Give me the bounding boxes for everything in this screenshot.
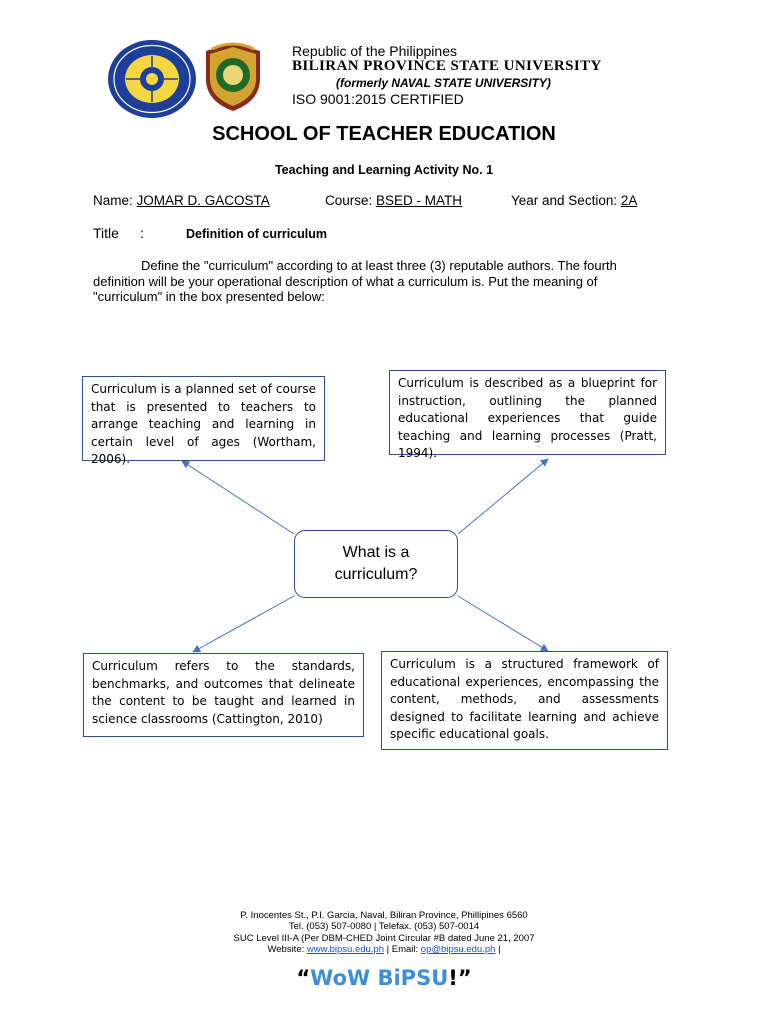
end-separator: | bbox=[498, 944, 501, 955]
university-name: BILIRAN PROVINCE STATE UNIVERSITY bbox=[292, 58, 602, 74]
footer-contact bbox=[0, 944, 768, 956]
arrow-to-top-left bbox=[182, 461, 294, 534]
website-label: Website: bbox=[267, 944, 305, 955]
course-value: BSED - MATH bbox=[376, 193, 463, 208]
title-colon: : bbox=[140, 225, 144, 241]
central-question-text: What is a curriculum? bbox=[334, 544, 418, 583]
arrow-to-top-right bbox=[458, 459, 548, 534]
activity-title: Teaching and Learning Activity No. 1 bbox=[274, 163, 494, 177]
arrow-to-bottom-left bbox=[193, 596, 294, 652]
slogan bbox=[0, 966, 768, 990]
name-value: JOMAR D. GACOSTA bbox=[136, 193, 270, 208]
slogan-text: WoW BiPSU bbox=[310, 966, 449, 990]
central-question-box bbox=[294, 530, 458, 598]
footer-address: P. Inocentes St., P.I. Garcia, Naval, Biliran Province, Phillipines 6560 bbox=[240, 910, 528, 921]
republic-line: Republic of the Philippines bbox=[292, 43, 457, 59]
instructions-paragraph: Define the "curriculum" according to at least three (3) reputable authors. The fourth definition will be your operational description of what a curriculum is. Put the meaning of "curriculum" in the box presented below: bbox=[93, 258, 617, 304]
iso-certified: ISO 9001:2015 CERTIFIED bbox=[292, 91, 464, 107]
slogan-close-quote: !” bbox=[448, 966, 472, 990]
footer-suc-level: SUC Level III-A (Per DBM-CHED Joint Circular #B dated June 21, 2007 bbox=[233, 933, 535, 944]
definition-box-bottom-left: Curriculum refers to the standards, benchmarks, and outcomes that delineate the content to be taught and learned in science classrooms (Cattington, 2010) bbox=[83, 653, 364, 737]
website-link[interactable]: www.bipsu.edu.ph bbox=[306, 944, 384, 955]
email-separator: | Email: bbox=[386, 944, 419, 955]
course-label: Course: bbox=[325, 193, 373, 208]
email-link[interactable]: op@bipsu.edu.ph bbox=[420, 944, 496, 955]
definition-box-top-left: Curriculum is a planned set of course that is presented to teachers to arrange teaching and learning in certain level of ages (Wortham, 2006). bbox=[82, 376, 325, 461]
title-label: Title bbox=[93, 225, 119, 241]
definition-box-bottom-right: Curriculum is a structured framework of educational experiences, encompassing the content, methods, and assessments designed to facilitate learning and achieve specific educational goals. bbox=[381, 651, 668, 750]
title-value: Definition of curriculum bbox=[186, 227, 327, 241]
year-value: 2A bbox=[620, 193, 638, 208]
definition-box-top-right: Curriculum is described as a blueprint for instruction, outlining the planned educational experiences that guide teaching and learning processes (Pratt, 1994). bbox=[389, 370, 666, 455]
footer-tel: Tel. (053) 507-0080 | Telefax. (053) 507-0014 bbox=[288, 921, 480, 932]
year-label: Year and Section: bbox=[511, 193, 618, 208]
formerly-line: (formerly NAVAL STATE UNIVERSITY) bbox=[336, 76, 551, 90]
name-label: Name: bbox=[93, 193, 133, 208]
arrow-to-bottom-right bbox=[458, 596, 548, 651]
slogan-open-quote: “ bbox=[296, 966, 311, 990]
school-title: SCHOOL OF TEACHER EDUCATION bbox=[212, 123, 556, 145]
